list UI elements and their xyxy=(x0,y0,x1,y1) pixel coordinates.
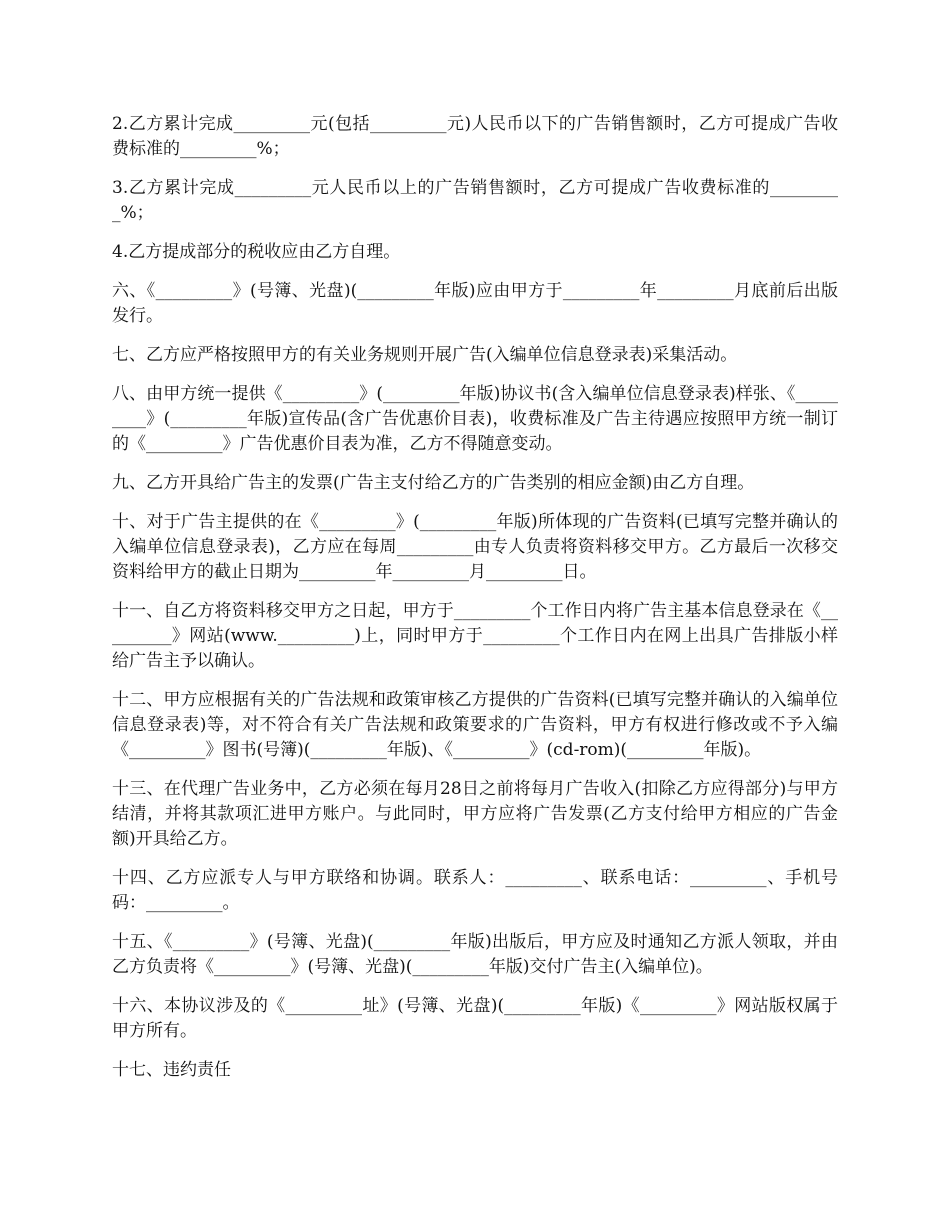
clause-12-review: 十二、甲方应根据有关的广告法规和政策审核乙方提供的广告资料(已填写完整并确认的入编单位信息登录表)等，对不符合有关广告法规和政策要求的广告资料，甲方有权进行修改或不予入编《_________》图书(号簿)(_________年版)、《_________》(cd-rom)(_________年版)。 xyxy=(112,690,838,760)
clause-17-liability-heading: 十七、违约责任 xyxy=(112,1060,231,1080)
clause-9-invoice: 九、乙方开具给广告主的发票(广告主支付给乙方的广告类别的相应金额)由乙方自理。 xyxy=(112,473,755,493)
clause-16-copyright: 十六、本协议涉及的《_________址》(号簿、光盘)(_________年版)《_________》网站版权属于甲方所有。 xyxy=(112,996,838,1041)
clause-15-delivery: 十五、《_________》(号簿、光盘)(_________年版)出版后，甲方应及时通知乙方派人领取，并由乙方负责将《_________》(号簿、光盘)(_________年版)交付广告主(入编单位)。 xyxy=(112,932,838,977)
clause-6-publication: 六、《_________》(号簿、光盘)(_________年版)应由甲方于_________年_________月底前后出版发行。 xyxy=(112,281,838,326)
clause-2-commission-below: 2.乙方累计完成_________元(包括_________元)人民币以下的广告销售额时，乙方可提成广告收费标准的_________%； xyxy=(112,114,838,159)
clause-14-contact: 十四、乙方应派专人与甲方联络和协调。联系人：_________、联系电话：_________、手机号码：_________。 xyxy=(112,868,838,913)
document-page xyxy=(112,112,838,1097)
clause-4-tax: 4.乙方提成部分的税收应由乙方自理。 xyxy=(112,242,401,262)
clause-8-materials: 八、由甲方统一提供《_________》(_________年版)协议书(含入编单位信息登录表)样张、《_________》(_________年版)宣传品(含广告优惠价目表)，收费标准及广告主待遇应按照甲方统一制订的《_________》广告优惠价目表为准，乙方不得随意变动。 xyxy=(112,384,838,454)
clause-3-commission-above: 3.乙方累计完成_________元人民币以上的广告销售额时，乙方可提成广告收费标准的_________%； xyxy=(112,178,838,223)
clause-13-settlement: 十三、在代理广告业务中，乙方必须在每月28日之前将每月广告收入(扣除乙方应得部分)与甲方结清，并将其款项汇进甲方账户。与此同时，甲方应将广告发票(乙方支付给甲方相应的广告金额)开具给乙方。 xyxy=(112,779,838,849)
clause-7-business-rules: 七、乙方应严格按照甲方的有关业务规则开展广告(入编单位信息登录表)采集活动。 xyxy=(112,345,738,365)
clause-11-website: 十一、自乙方将资料移交甲方之日起，甲方于_________个工作日内将广告主基本信息登录在《_________》网站(www._________)上，同时甲方于_________个工作日内在网上出具广告排版小样给广告主予以确认。 xyxy=(112,601,838,671)
clause-10-submission: 十、对于广告主提供的在《_________》(_________年版)所体现的广告资料(已填写完整并确认的入编单位信息登录表)，乙方应在每周_________由专人负责将资料移交甲方。乙方最后一次移交资料给甲方的截止日期为_________年_________月_________日。 xyxy=(112,512,838,582)
